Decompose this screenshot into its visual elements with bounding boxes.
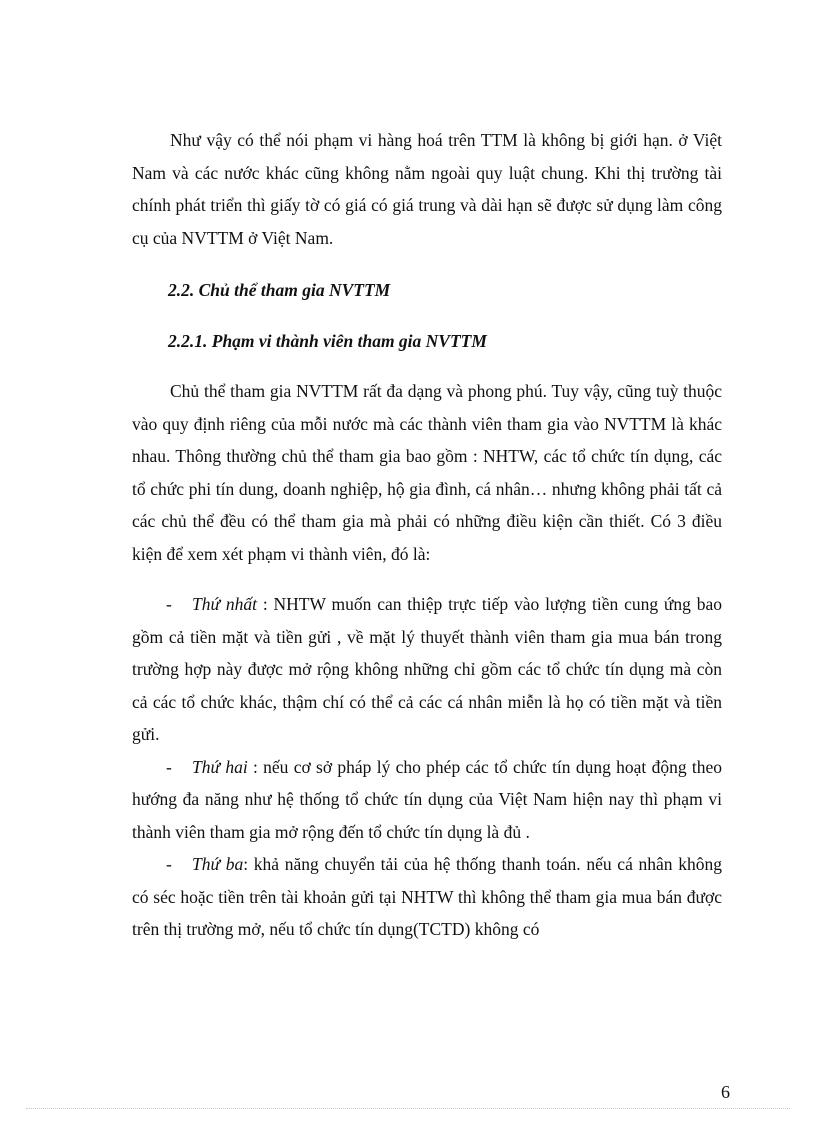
dash-bullet: - [166, 594, 172, 614]
section-heading: 2.2. Chủ thể tham gia NVTTM [168, 280, 391, 300]
dash-bullet: - [166, 756, 172, 777]
list-item [132, 588, 722, 751]
body-paragraph: Chủ thể tham gia NVTTM rất đa dạng và phong phú. Tuy vậy, cũng tuỳ thuộc vào quy định riêng của mỗi nước mà các thành viên tham gia vào NVTTM là khác nhau. Thông thường chủ thể tham gia bao gồm : NHTW, các tổ chức tín dụng, các tổ chức phi tín dung, doanh nghiệp, hộ gia đình, cá nhân… nhưng không phải tất cả các chủ thể đều có thể tham gia mà phải có những điều kiện cần thiết. Có 3 điều kiện để xem xét phạm vi thành viên, đó là: [132, 381, 722, 564]
list-item [132, 751, 722, 849]
page-body [132, 124, 722, 946]
list-text: : nếu cơ sở pháp lý cho phép các tổ chức tín dụng hoạt động theo hướng đa năng như hệ thống tổ chức tín dụng của Việt Nam hiện nay thì phạm vi thành viên tham gia mở rộng đến tổ chức tín dụng là đủ . [132, 756, 722, 842]
list-item [132, 848, 722, 946]
subsection-heading: 2.2.1. Phạm vi thành viên tham gia NVTTM [168, 330, 487, 351]
list-term: Thứ ba [192, 854, 244, 874]
dash-bullet: - [166, 854, 172, 874]
list-term: Thứ nhất [192, 594, 257, 614]
page-number: 6 [721, 1082, 730, 1102]
list-text: : khả năng chuyển tải của hệ thống thanh toán. nếu cá nhân không có séc hoặc tiền trên tài khoản gửi tại NHTW thì không thể tham gia mua bán được trên thị trường mở, nếu tổ chức tín dụng(TCTD) không có [132, 854, 722, 939]
list-text: : NHTW muốn can thiệp trực tiếp vào lượng tiền cung ứng bao gồm cả tiền mặt và tiền gửi , về mặt lý thuyết thành viên tham gia mua bán trong trường hợp này được mở rộng không những chỉ gồm các tổ chức tín dụng mà còn cả các tổ chức khác, thậm chí có thể cả các cá nhân miễn là họ có tiền mặt và tiền gửi. [132, 594, 723, 744]
list-term: Thứ hai [192, 756, 248, 777]
footer-divider [26, 1108, 790, 1109]
intro-paragraph: Như vậy có thể nói phạm vi hàng hoá trên TTM là không bị giới hạn. ở Việt Nam và các nước khác cũng không nằm ngoài quy luật chung. Khi thị trường tài chính phát triển thì giấy tờ có giá có giá trung và dài hạn sẽ được sử dụng làm công cụ của NVTTM ở Việt Nam. [132, 130, 722, 248]
